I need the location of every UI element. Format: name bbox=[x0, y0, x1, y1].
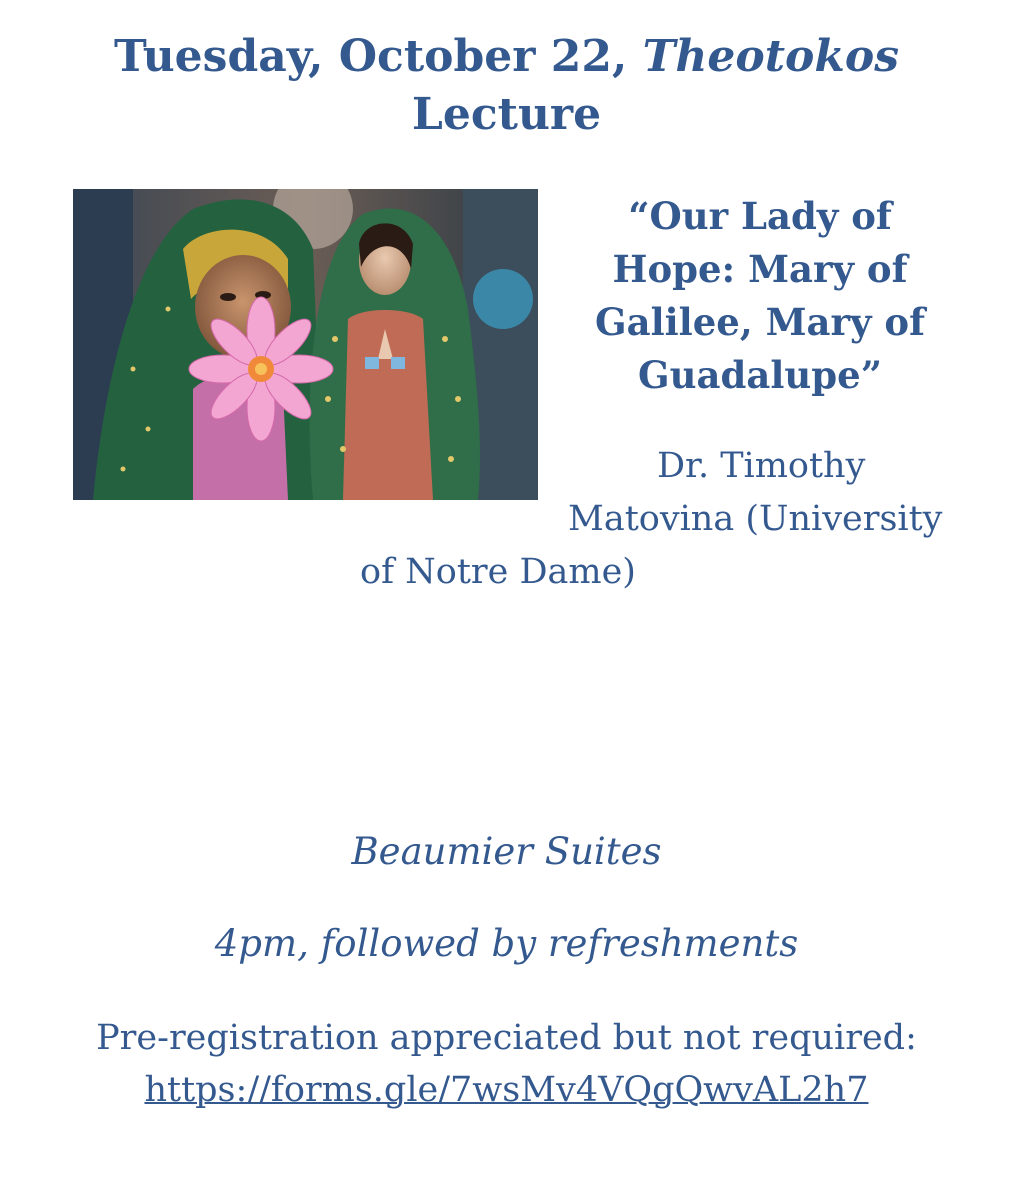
event-time: 4pm, followed by refreshments bbox=[214, 922, 799, 965]
title-theotokos: Theotokos bbox=[642, 31, 899, 82]
lecture-title bbox=[575, 190, 945, 402]
registration-block bbox=[0, 1012, 1013, 1116]
speaker-line-3: of Notre Dame) bbox=[360, 552, 636, 592]
event-venue: Beaumier Suites bbox=[351, 830, 662, 873]
lecture-title-line-4: Guadalupe” bbox=[638, 353, 882, 397]
lecture-title-line-1: “Our Lady of bbox=[628, 194, 892, 238]
speaker-line-2: Matovina (University bbox=[568, 499, 943, 539]
title-lecture: Lecture bbox=[411, 89, 602, 140]
lecture-title-line-2: Hope: Mary of bbox=[612, 247, 908, 291]
lecture-title-line-3: Galilee, Mary of bbox=[595, 300, 925, 344]
registration-note: Pre-registration appreciated but not required: bbox=[96, 1018, 917, 1058]
registration-link[interactable]: https://forms.gle/7wsMv4VQgQwvAL2h7 bbox=[144, 1070, 869, 1110]
speaker-block bbox=[360, 440, 980, 599]
speaker-line-1: Dr. Timothy bbox=[657, 446, 866, 486]
page-title bbox=[0, 28, 1013, 144]
title-date: Tuesday, October 22, bbox=[113, 31, 643, 82]
